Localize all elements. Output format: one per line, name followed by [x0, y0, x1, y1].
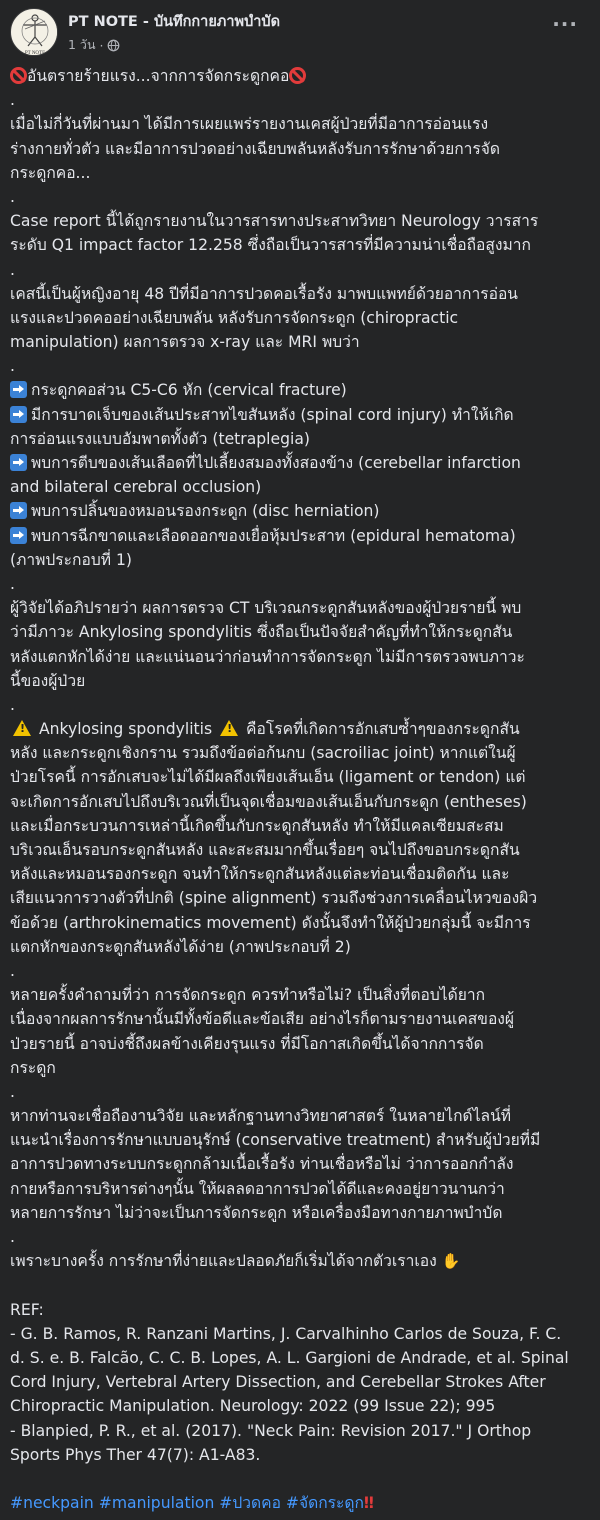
finding-item-continued: and bilateral cerebral occlusion) — [10, 478, 262, 497]
paragraph-line: ว่ามีภาวะ Ankylosing spondylitis ซึ่งถือเป็นปัจจัยสำคัญที่ทำให้กระดูกสัน — [10, 623, 513, 642]
finding-item-continued: การอ่อนแรงแบบอัมพาตทั้งตัว (tetraplegia) — [10, 429, 310, 448]
paragraph-line: แรงและปวดคออย่างเฉียบพลัน หลังรับการจัดกระดูก (chiropractic — [10, 308, 459, 327]
paragraph-line: ! Ankylosing spondylitis ! คือโรคที่เกิดการอักเสบซ้ำๆของกระดูกสัน — [10, 717, 590, 741]
globe-icon[interactable] — [107, 39, 120, 52]
dot-separator: . — [10, 961, 15, 980]
right-arrow-icon — [10, 502, 27, 519]
reference-line: d. S. e. B. Falcão, C. C. B. Lopes, A. L. Gargioni de Andrade, et al. Spinal — [10, 1348, 569, 1367]
pt-note-logo-icon — [11, 9, 58, 56]
dot-separator: . — [10, 91, 15, 110]
paragraph-line: ข้อด้วย (arthrokinematics movement) ดังนั้นจึงทำให้ผู้ป่วยกลุ่มนี้ จะมีการ — [10, 913, 531, 932]
dot-separator: . — [10, 260, 15, 279]
no-entry-icon — [289, 67, 306, 84]
finding-item: กระดูกคอส่วน C5-C6 หัก (cervical fracture) — [10, 378, 590, 402]
page-avatar[interactable] — [10, 8, 58, 56]
paragraph-line: ระดับ Q1 impact factor 12.258 ซึ่งถือเป็นวารสารที่มีความน่าเชื่อถือสูงมาก — [10, 236, 531, 255]
flexed-biceps-icon: ✋ — [441, 1252, 461, 1271]
warning-icon — [220, 720, 238, 736]
dot-separator: . — [10, 1082, 15, 1101]
post-meta — [68, 35, 120, 55]
right-arrow-icon — [10, 527, 27, 544]
paragraph-line: ร่างกายทั่วตัว และมีอาการปวดอย่างเฉียบพลันหลังรับการรักษาด้วยการจัด — [10, 139, 501, 158]
finding-item: มีการบาดเจ็บของเส้นประสาทไขสันหลัง (spinal cord injury) ทำให้เกิด — [10, 403, 590, 427]
paragraph-line: หลังแตกหักได้ง่าย และแน่นอนว่าก่อนทำการจัดกระดูก ไม่มีการตรวจพบภาวะ — [10, 647, 525, 666]
paragraph-line: ป่วยรายนี้ อาจบ่งชี้ถึงผลข้างเคียงรุนแรง ที่มีโอกาสเกิดขึ้นได้จากการจัด — [10, 1034, 484, 1053]
paragraph-line: กระดูกคอ... — [10, 163, 91, 182]
no-entry-icon — [10, 67, 27, 84]
right-arrow-icon — [10, 406, 27, 423]
paragraph-line: หลังและหมอนรองกระดูก จนทำให้กระดูกสันหลังแต่ละท่อนเชื่อมติดกัน และ — [10, 865, 510, 884]
right-arrow-icon — [10, 381, 27, 398]
paragraph-line: กระดูก — [10, 1058, 56, 1077]
dot-separator: . — [10, 695, 15, 714]
post-text — [10, 64, 590, 1515]
dot-separator: . — [10, 1228, 15, 1246]
dot-separator: . — [10, 187, 15, 206]
more-options-icon[interactable]: ··· — [552, 12, 578, 36]
paragraph-line: หากท่านจะเชื่อถืองานวิจัย และหลักฐานทางวิทยาศาสตร์ ในหลายไกด์ไลน์ที่ — [10, 1107, 512, 1126]
paragraph-line: อาการปวดทางระบบกระดูกกล้ามเนื้อเรื้อรัง ท่านเชื่อหรือไม่ ว่าการออกกำลัง — [10, 1155, 514, 1174]
paragraph-line: กายหรือการบริหารต่างๆนั้น ให้ผลลดอาการปวดได้ดีและคงอยู่ยาวนานกว่า — [10, 1179, 505, 1198]
reference-line: Chiropractic Manipulation. Neurology: 2022 (99 Issue 22); 995 — [10, 1397, 496, 1416]
reference-line: - G. B. Ramos, R. Ranzani Martins, J. Carvalhinho Carlos de Souza, F. C. — [10, 1324, 562, 1343]
paragraph-line: จะเกิดการอักเสบไปถึงบริเวณที่เป็นจุดเชื่อมของเส้นเอ็นกับกระดูก (entheses) — [10, 792, 527, 811]
paragraph-line: เมื่อไม่กี่วันที่ผ่านมา ได้มีการเผยแพร่รายงานเคสผู้ป่วยที่มีอาการอ่อนแรง — [10, 115, 489, 134]
hashtag-row — [10, 1491, 590, 1515]
closing-line: เพราะบางครั้ง การรักษาที่ง่ายและปลอดภัยก็เริ่มได้จากตัวเราเอง ✋ — [10, 1249, 590, 1273]
finding-item-continued: (ภาพประกอบที่ 1) — [10, 550, 132, 569]
hashtag-links[interactable]: #neckpain #manipulation #ปวดคอ #จัดกระดูก — [10, 1494, 364, 1513]
double-exclamation-icon: ‼ — [364, 1494, 374, 1513]
finding-item: พบการปลิ้นของหมอนรองกระดูก (disc herniation) — [10, 499, 590, 523]
paragraph-line: หลายครั้งคำถามที่ว่า การจัดกระดูก ควรทำหรือไม่? เป็นสิ่งที่ตอบได้ยาก — [10, 986, 486, 1005]
dot-separator: . — [10, 574, 15, 593]
paragraph-line: และเมื่อกระบวนการเหล่านี้เกิดขึ้นกับกระดูกสันหลัง ทำให้มีแคลเซียมสะสม — [10, 816, 504, 835]
reference-line: Sports Phys Ther 47(7): A1-A83. — [10, 1445, 261, 1464]
ref-label: REF: — [10, 1300, 44, 1319]
paragraph-line: ป่วยโรคนี้ การอักเสบจะไม่ได้มีผลถึงเพียงเส้นเอ็น (ligament or tendon) แต่ — [10, 768, 526, 787]
post-title: อันตรายร้ายแรง...จากการจัดกระดูกคอ — [10, 64, 590, 88]
meta-separator: · — [99, 37, 104, 53]
paragraph-line: manipulation) ผลการตรวจ x-ray และ MRI พบว่า — [10, 333, 360, 352]
page-name-link[interactable]: PT NOTE - บันทึกกายภาพบำบัด — [68, 14, 281, 30]
warning-icon — [13, 720, 31, 736]
paragraph-line: เสียแนวการวางตัวที่ปกติ (spine alignment) รวมถึงช่วงการเคลื่อนไหวของผิว — [10, 889, 538, 908]
post-header — [0, 0, 600, 64]
right-arrow-icon — [10, 454, 27, 471]
paragraph-line: Case report นี้ได้ถูกรายงานในวารสารทางประสาทวิทยา Neurology วารสาร — [10, 212, 539, 231]
reference-line: - Blanpied, P. R., et al. (2017). "Neck Pain: Revision 2017." J Orthop — [10, 1421, 532, 1440]
paragraph-line: ผู้วิจัยได้อภิปรายว่า ผลการตรวจ CT บริเวณกระดูกสันหลังของผู้ป่วยรายนี้ พบ — [10, 599, 522, 618]
paragraph-line: หลายการรักษา ไม่ว่าจะเป็นการจัดกระดูก หรือเครื่องมือทางกายภาพบำบัด — [10, 1203, 503, 1222]
paragraph-line: บริเวณเอ็นรอบกระดูกสันหลัง และสะสมมากขึ้นเรื่อยๆ จนไปถึงขอบกระดูกสัน — [10, 841, 520, 859]
reference-line: Cord Injury, Vertebral Artery Dissection, and Cerebellar Strokes After — [10, 1373, 546, 1392]
paragraph-line: เคสนี้เป็นผู้หญิงอายุ 48 ปีที่มีอาการปวดคอเรื้อรัง มาพบแพทย์ด้วยอาการอ่อน — [10, 284, 518, 303]
paragraph-line: แนะนำเรื่องการรักษาแบบอนุรักษ์ (conservative treatment) สำหรับผู้ป่วยที่มี — [10, 1131, 541, 1150]
dot-separator: . — [10, 357, 15, 376]
paragraph-line: แตกหักของกระดูกสันหลังได้ง่าย (ภาพประกอบที่ 2) — [10, 937, 351, 956]
paragraph-line: นี้ของผู้ป่วย — [10, 671, 86, 690]
finding-item: พบการฉีกขาดและเลือดออกของเยื่อหุ้มประสาท (epidural hematoma) — [10, 524, 590, 548]
paragraph-line: หลัง และกระดูกเชิงกราน รวมถึงข้อต่อก้นกบ (sacroiliac joint) หากแต่ในผู้ — [10, 744, 516, 763]
spacer — [10, 1467, 590, 1491]
finding-item: พบการตีบของเส้นเลือดที่ไปเลี้ยงสมองทั้งสองข้าง (cerebellar infarction — [10, 451, 590, 475]
spacer — [10, 1273, 590, 1297]
post-time[interactable]: 1 วัน — [68, 37, 96, 52]
paragraph-line: เนื่องจากผลการรักษานั้นมีทั้งข้อดีและข้อเสีย อย่างไรก็ตามรายงานเคสของผู้ — [10, 1010, 515, 1029]
avatar-text: PT NOTE — [24, 51, 46, 56]
